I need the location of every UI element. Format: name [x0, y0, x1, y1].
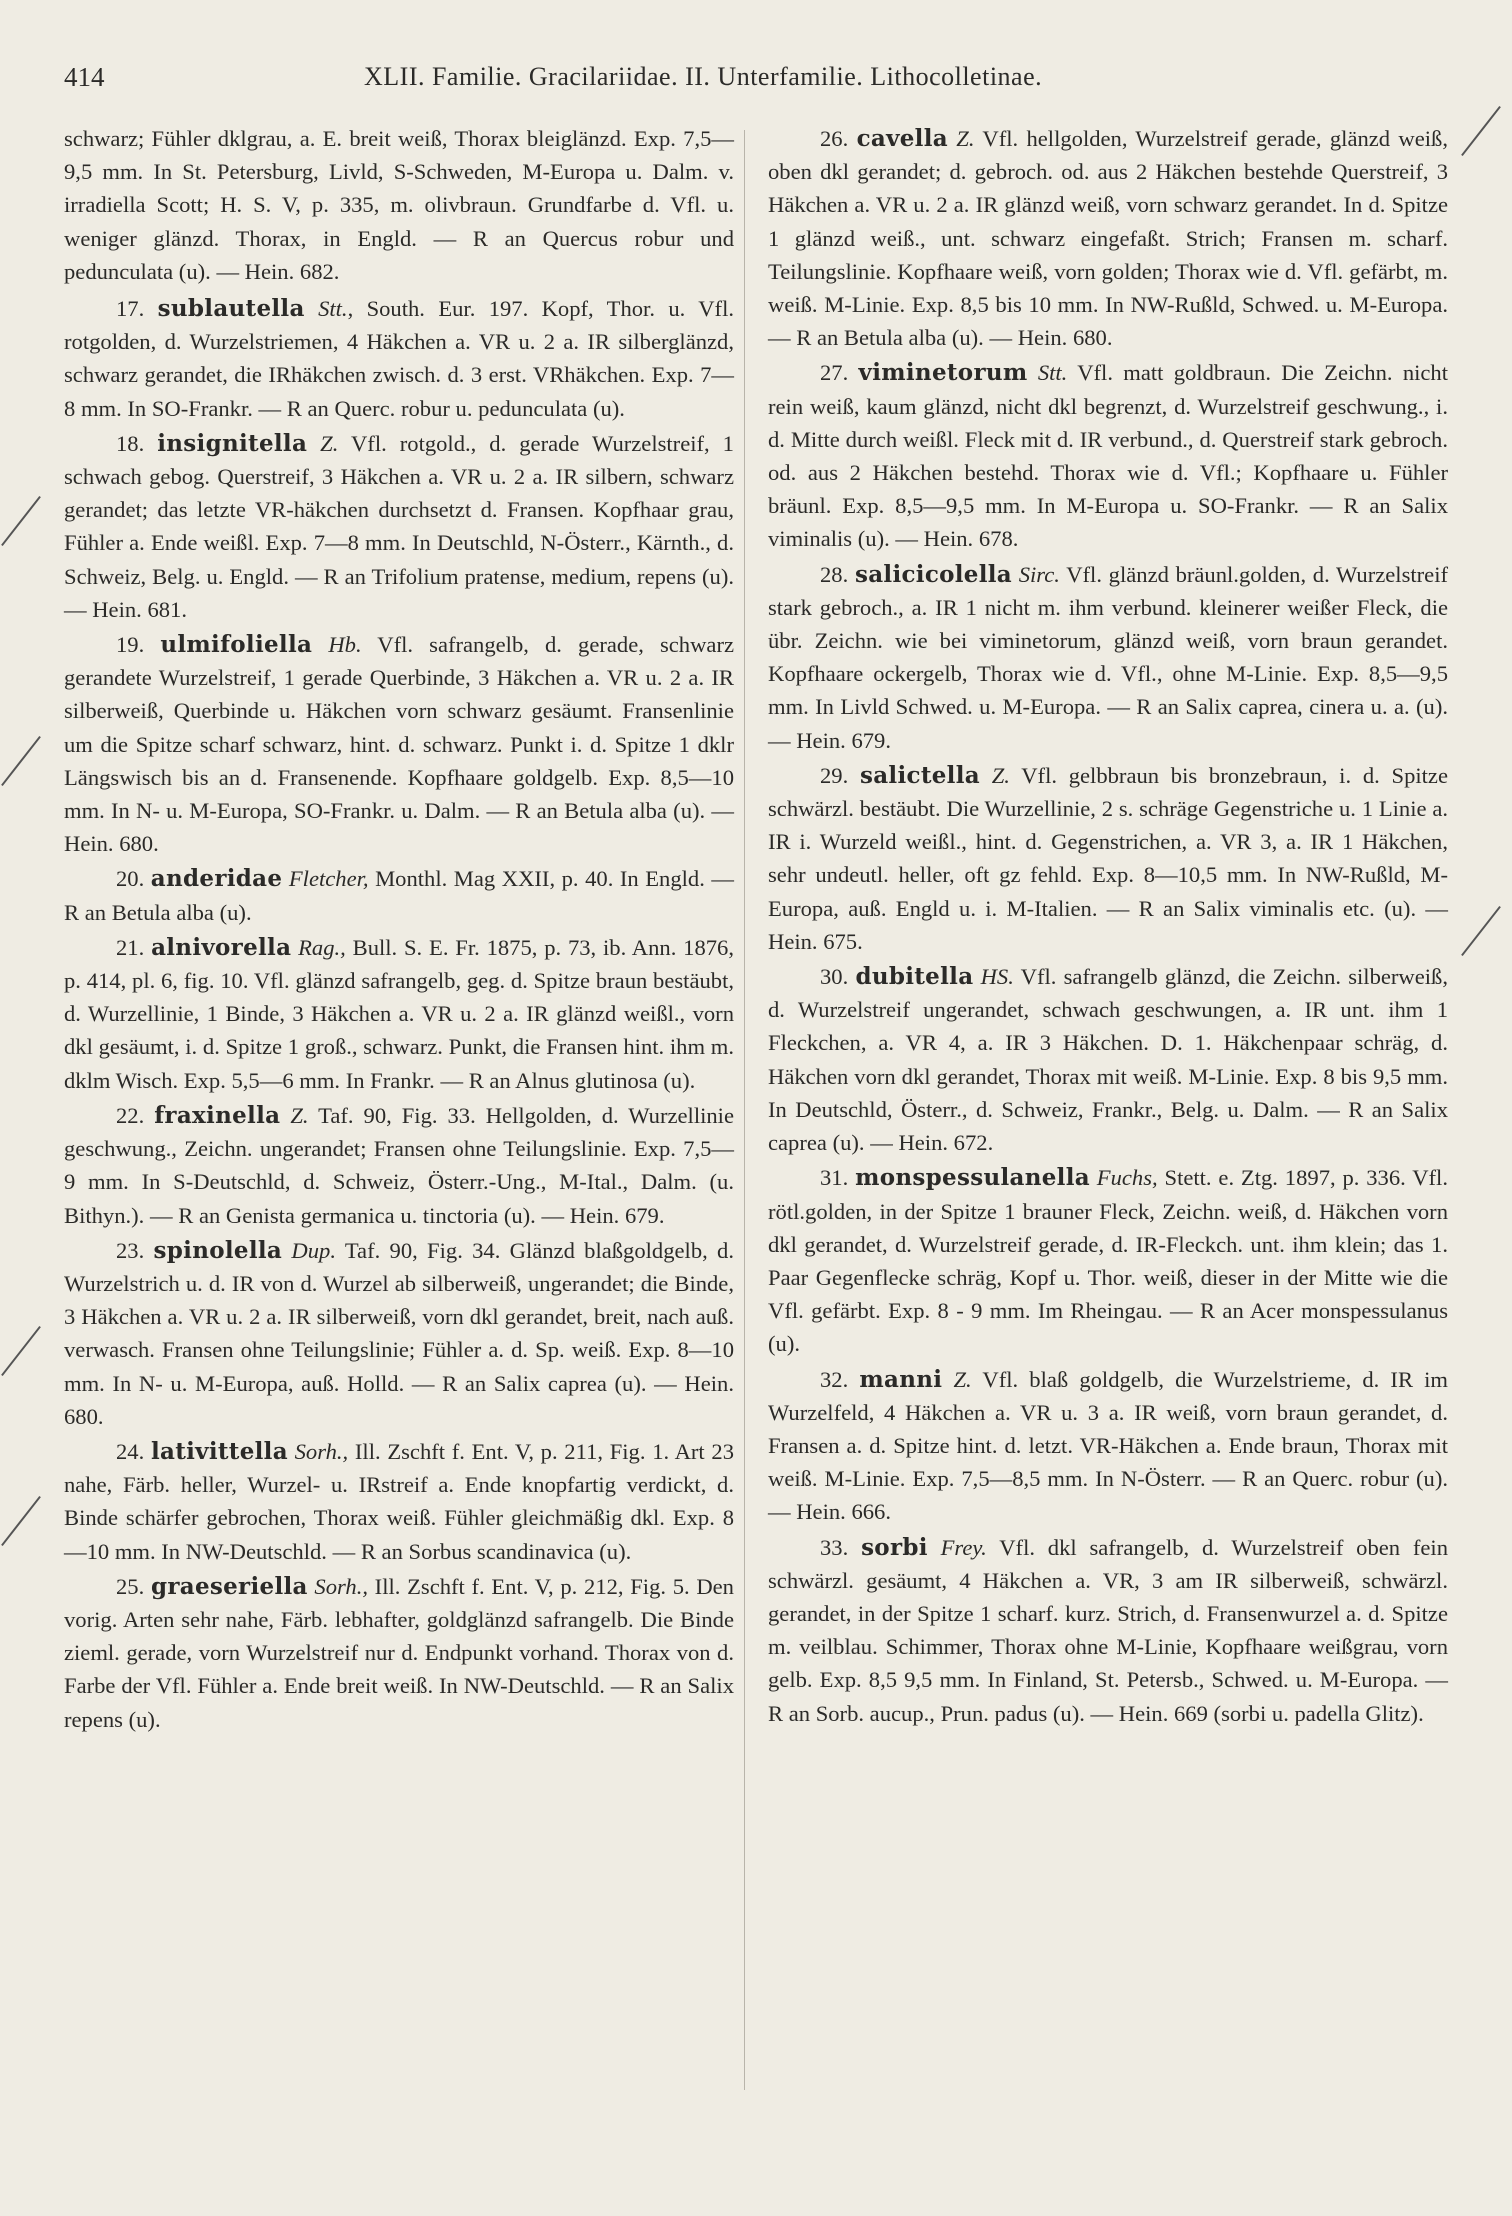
entry-number: 22.	[116, 1102, 145, 1128]
species-author: Fletcher,	[288, 866, 369, 892]
entry-number: 28.	[820, 561, 849, 587]
species-author: Z.	[953, 1366, 972, 1392]
entry-description: , South. Eur. 197. Kopf, Thor. u. Vfl. rotgolden, d. Wurzelstriemen, 4 Häkchen a. VR u. 2 a. IR silberglänzd, schwarz gerandet, die IRhäkchen zwisch. d. 3 erst. VRhäkchen. Exp. 7—8 mm. In SO-Frankr. — R an Querc. robur u. pedunculata (u).	[64, 296, 734, 421]
entry-number: 27.	[820, 360, 849, 386]
species-entry	[768, 1531, 1448, 1730]
species-author: Z.	[956, 126, 975, 151]
entry-description: Vfl. dkl safrangelb, d. Wurzelstreif oben fein schwärzl. gesäumt, 4 Häkchen a. VR, 3 am IR silberweiß, schwärzl. gerandet, in der Spitze 1 scharf. kurz. Strich, d. Fransenwurzel a. d. Spitze m. veilblau. Schimmer, Thorax ohne M-Linie, Kopfhaare weißgrau, vorn gelb. Exp. 8,5 9,5 mm. In Finland, St. Petersb., Schwed. u. M-Europa. — R an Sorb. aucup., Prun. padus (u). — Hein. 669 (sorbi u. padella Glitz).	[768, 1534, 1448, 1726]
species-author: Hb.	[328, 632, 362, 658]
entry-description: Vfl. blaß goldgelb, die Wurzelstrieme, d. IR im Wurzelfeld, 4 Häkchen a. VR u. 3 a. IR weiß, vorn braun gerandet, d. Fransen a. d. Spitze hint. d. letzt. VR-Häkchen a. Ende braun, Thorax mit weiß. M-Linie. Exp. 7,5—8,5 mm. In N-Österr. — R an Querc. robur (u). — Hein. 666.	[768, 1366, 1448, 1525]
species-name: graeseriella	[150, 1572, 308, 1600]
species-entry	[64, 1570, 734, 1736]
entry-number: 33.	[820, 1534, 849, 1560]
species-entry	[64, 862, 734, 928]
entry-description: Stett. e. Ztg. 1897, p. 336. Vfl. rötl.golden, in der Spitze 1 brauner Fleck, Zeichn. weiß, d. Häkchen vorn dkl gerandet, d. Wurzelstreif gerade, d. IR-Fleckch. unt. ihm klein; das 1. Paar Gegenflecke schräg, Kopf u. Thor. weiß, dieser in der Mitte wie die Vfl. gefärbt. Exp. 8 - 9 mm. Im Rheingau. — R an Acer monspessulanus (u).	[768, 1165, 1448, 1357]
species-entry	[768, 960, 1448, 1159]
entry-description: Vfl. glänzd bräunl.golden, d. Wurzelstreif stark gebroch., a. IR 1 nicht m. ihm verbund. kleinerer weißer Fleck, die übr. Zeichn. wie bei viminetorum, glänzd weiß, vorn braun gerandet. Kopfhaare ockergelb, Thorax wie d. Vfl., ohne M-Linie. Exp. 8,5—9,5 mm. In Livld Schwed. u. M-Europa. — R an Salix caprea, cinera u. a. (u). — Hein. 679.	[768, 561, 1449, 753]
species-author: Z.	[290, 1102, 309, 1128]
running-title: XLII. Familie. Gracilariidae. II. Unterfamilie. Lithocolletinae.	[364, 62, 1043, 91]
species-name: spinolella	[153, 1236, 283, 1264]
species-author: Z.	[320, 430, 339, 456]
species-author: HS.	[980, 964, 1014, 990]
species-entry	[768, 1363, 1448, 1529]
entry-description: Vfl. safrangelb glänzd, die Zeichn. silberweiß, d. Wurzelstreif ungerandet, schwach geschwungen, a. IR unt. ihm 1 Fleckchen, a. VR 4, a. IR 3 Häkchen. D. 1. Häkchenpaar schräg, d. Häkchen vorn dkl gerandet, Thorax mit weiß. M-Linie. Exp. 8 bis 9,5 mm. In Deutschld, Österr., d. Schweiz, Frankr., Belg. u. Dalm. — R an Salix caprea (u). — Hein. 672.	[768, 964, 1448, 1156]
pencil-mark	[1, 1496, 41, 1546]
species-entry	[768, 122, 1448, 354]
entry-description: Bull. S. E. Fr. 1875, p. 73, ib. Ann. 1876, p. 414, pl. 6, fig. 10. Vfl. glänzd safrangelb, geg. d. Spitze braun bestäubt, d. Wurzellinie, 1 Binde, 3 Häkchen a. VR u. 2 a. IR glänzd weißl., vorn dkl gesäumt, i. d. Spitze 1 groß., schwarz. Punkt, die Fransen hint. ihm m. dklm Wisch. Exp. 5,5—6 mm. In Frankr. — R an Alnus glutinosa (u).	[64, 934, 734, 1093]
species-name: ulmifoliella	[160, 631, 313, 659]
species-author: Dup.	[291, 1237, 336, 1263]
species-name: salictella	[859, 761, 980, 789]
page-header	[64, 62, 1444, 102]
species-entry	[64, 1234, 734, 1433]
entry-number: 21.	[116, 934, 145, 960]
species-author: Z.	[991, 762, 1010, 788]
pencil-mark	[1, 496, 41, 546]
entry-number: 23.	[116, 1237, 145, 1263]
species-author: Sorh.,	[294, 1438, 349, 1464]
entry-description: Vfl. hellgolden, Wurzelstreif gerade, glänzd weiß, oben dkl gerandet; d. gebroch. od. aus 2 Häkchen bestehde Querstreif, 3 Häkchen a. VR u. 2 a. IR glänzd weiß, vorn schwarz gerandet. In d. Spitze 1 glänzd weiß., unt. schwarz eingefaßt. Strich; Fransen m. scharf. Teilungslinie. Kopfhaare weiß, vorn golden; Thorax wie d. Vfl. gefärbt, m. weiß. M-Linie. Exp. 8,5 bis 10 mm. In NW-Rußld, Schwed. u. M-Europa. — R an Betula alba (u). — Hein. 680.	[768, 126, 1448, 351]
species-author: Frey.	[940, 1534, 987, 1560]
species-name: anderidae	[150, 865, 283, 893]
species-entry	[768, 558, 1448, 757]
entry-description: Vfl. matt goldbraun. Die Zeichn. nicht rein weiß, kaum glänzd, nicht dkl begrenzt, d. Wurzelstreif geschwung., i. d. Mitte durch weißl. Fleck mit d. IR verbund., d. Querstreif stark gebroch. od. aus 2 Häkchen bestehd. Thorax wie d. Vfl.; Kopfhaare u. Fühler bräunl. Exp. 8,5—9,5 mm. In M-Europa u. SO-Frankr. — R an Salix viminalis (u). — Hein. 678.	[768, 360, 1448, 552]
entry-description: Ill. Zschft f. Ent. V, p. 211, Fig. 1. Art 23 nahe, Färb. heller, Wurzel- u. IRstreif a. Ende knopfartig verdickt, d. Binde schärfer gebrochen, Thorax weiß. Fühler gleichmäßig dkl. Exp. 8—10 mm. In NW-Deutschld. — R an Sorbus scandinavica (u).	[64, 1438, 734, 1564]
entry-description: Vfl. rotgold., d. gerade Wurzelstreif, 1 schwach gebog. Querstreif, 3 Häkchen a. VR u. 2 a. IR silbern, schwarz gerandet; das letzte VR-häkchen durchsetzt d. Fransen. Kopfhaar grau, Fühler a. Ende weißl. Exp. 7—8 mm. In Deutschld, N-Österr., Kärnth., d. Schweiz, Belg. u. Engld. — R an Trifolium pratense, medium, repens (u). — Hein. 681.	[64, 430, 734, 622]
entry-description: Vfl. gelbbraun bis bronzebraun, i. d. Spitze schwärzl. bestäubt. Die Wurzellinie, 2 s. schräge Gegenstriche u. 1 Linie a. IR i. Wurzeld weißl., hint. d. Gegenstrichen, a. VR 3, a. IR 1 Häkchen, sehr undeutl. heller, oft gz fehld. Exp. 8—10,5 mm. In NW-Rußld, M-Europa, auß. Engld u. i. M-Italien. — R an Salix viminalis etc. (u). — Hein. 675.	[768, 762, 1448, 954]
entry-number: 19.	[116, 632, 145, 658]
entry-number: 31.	[820, 1165, 849, 1191]
species-author: Stt.	[1037, 360, 1068, 386]
species-entry	[64, 427, 734, 626]
entry-number: 24.	[116, 1438, 145, 1464]
species-entry	[64, 628, 734, 860]
pencil-mark	[1, 736, 41, 786]
species-entry	[768, 759, 1448, 958]
entry-description: Taf. 90, Fig. 34. Glänzd blaßgoldgelb, d. Wurzelstrich u. d. IR von d. Wurzel ab silberweiß, ungerandet; die Binde, 3 Häkchen a. VR u. 2 a. IR silberweiß, vorn dkl gerandet, breit, nach auß. verwasch. Fransen ohne Teilungslinie; Fühler a. d. Sp. weiß. Exp. 8—10 mm. In N- u. M-Europa, auß. Holld. — R an Salix caprea (u). — Hein. 680.	[64, 1237, 734, 1429]
species-entry	[64, 1435, 734, 1568]
species-name: cavella	[856, 125, 948, 152]
entry-description: Monthl. Mag XXII, p. 40. In Engld. — R an Betula alba (u).	[64, 866, 734, 925]
species-name: fraxinella	[154, 1101, 281, 1129]
species-name: sorbi	[861, 1533, 928, 1561]
left-column	[64, 122, 734, 1738]
entry-number: 17.	[116, 296, 145, 322]
species-name: monspessulanella	[855, 1164, 1090, 1192]
pencil-mark	[1461, 106, 1501, 156]
species-entry	[64, 292, 734, 425]
species-entry	[768, 1161, 1448, 1360]
species-author: Fuchs,	[1096, 1165, 1158, 1191]
species-author: Sorh.,	[314, 1573, 368, 1599]
right-column	[768, 122, 1448, 1732]
species-name: lativittella	[150, 1437, 288, 1465]
entry-number: 20.	[116, 866, 145, 892]
species-name: alnivorella	[151, 933, 292, 961]
species-entry	[64, 1099, 734, 1232]
species-entry	[768, 356, 1448, 555]
species-author: Sirc.	[1018, 561, 1060, 587]
species-name: insignitella	[157, 429, 308, 457]
species-entry	[64, 931, 734, 1097]
pencil-mark	[1, 1326, 41, 1376]
pencil-mark	[1461, 906, 1501, 956]
entry-description: Ill. Zschft f. Ent. V, p. 212, Fig. 5. Den vorig. Arten sehr nahe, Färb. lebhafter, goldglänzd safrangelb. Die Binde zieml. gerade, vorn Wurzelstreif nur d. Endpunkt vorhand. Thorax von d. Farbe der Vfl. Fühler a. Ende breit weiß. In NW-Deutschld. — R an Salix repens (u).	[64, 1573, 734, 1732]
entry-number: 32.	[820, 1366, 849, 1392]
species-entry	[64, 122, 734, 288]
species-name: viminetorum	[858, 359, 1028, 387]
page-number: 414	[64, 62, 105, 92]
species-author: Stt.	[318, 296, 348, 322]
species-name: sublautella	[157, 295, 305, 323]
column-divider	[744, 130, 745, 2090]
species-name: salicicolella	[854, 560, 1013, 588]
species-name: manni	[859, 1365, 943, 1393]
species-name: dubitella	[855, 963, 974, 991]
entry-description: Taf. 90, Fig. 33. Hellgolden, d. Wurzellinie geschwung., Zeichn. ungerandet; Fransen ohne Teilungslinie. Exp. 7,5—9 mm. In S-Deutschld, d. Schweiz, Österr.-Ung., M-Ital., Dalm. (u. Bithyn.). — R an Genista germanica u. tinctoria (u). — Hein. 679.	[64, 1102, 734, 1228]
entry-number: 29.	[820, 762, 849, 788]
entry-number: 26.	[820, 126, 849, 151]
species-author: Rag.,	[298, 934, 346, 960]
entry-number: 30.	[820, 964, 849, 990]
entry-number: 18.	[116, 430, 145, 456]
entry-description: Vfl. safrangelb, d. gerade, schwarz gerandete Wurzelstreif, 1 gerade Querbinde, 3 Häkchen a. VR u. 2 a. IR silberweiß, Querbinde u. Häkchen vorn schwarz gesäumt. Fransenlinie um die Spitze scharf schwarz, hint. d. schwarz. Punkt i. d. Spitze 1 dklr Längswisch bis an d. Fransenende. Kopfhaare goldgelb. Exp. 8,5—10 mm. In N- u. M-Europa, SO-Frankr. u. Dalm. — R an Betula alba (u). — Hein. 680.	[64, 632, 734, 857]
entry-description: schwarz; Fühler dklgrau, a. E. breit weiß, Thorax bleiglänzd. Exp. 7,5—9,5 mm. In St. Petersburg, Livld, S-Schweden, M-Europa u. Dalm. v. irradiella Scott; H. S. V, p. 335, m. olivbraun. Grundfarbe d. Vfl. u. weniger glänzd. Thorax, in Engld. — R an Quercus robur und pedunculata (u). — Hein. 682.	[64, 126, 734, 284]
entry-number: 25.	[116, 1573, 145, 1599]
